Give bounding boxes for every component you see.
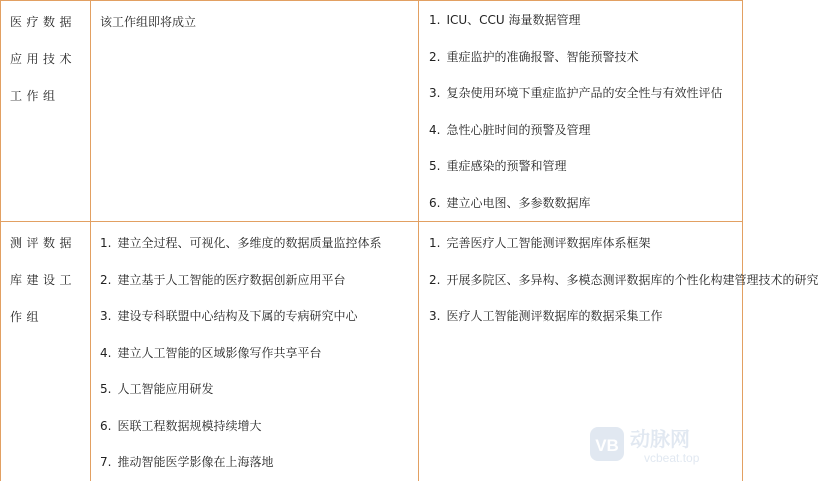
status-text: 该工作组即将成立 [100, 15, 197, 29]
watermark-brand: 动脉网 [630, 427, 690, 451]
list-item: 4. 建立人工智能的区域影像写作共享平台 [100, 345, 322, 360]
task-list [91, 222, 418, 481]
list-item: 5. 重症感染的预警和管理 [429, 159, 567, 173]
table-row [1, 1, 743, 222]
group-cell [1, 222, 91, 481]
list-item: 6. 建立心电图、多参数数据库 [429, 195, 591, 210]
list-item: 2. 重症监护的准确报警、智能预警技术 [429, 49, 639, 64]
watermark-site: vcbeat.top [644, 451, 700, 465]
group-cell [1, 1, 91, 222]
list-item: 1. ICU、CCU 海量数据管理 [429, 13, 581, 27]
task-list [419, 1, 742, 221]
list-item: 1. 完善医疗人工智能测评数据库体系框架 [429, 236, 651, 250]
list-item: 3. 建设专科联盟中心结构及下属的专病研究中心 [100, 309, 358, 323]
group-name: 医疗数据应用技术工作组 [10, 15, 77, 103]
list-item: 2. 建立基于人工智能的医疗数据创新应用平台 [100, 272, 346, 287]
list-item: 6. 医联工程数据规模持续增大 [100, 418, 262, 433]
task-list [419, 222, 818, 335]
watermark-logo-icon [588, 421, 738, 467]
right-cell [419, 1, 743, 222]
watermark [588, 421, 738, 467]
group-name: 测评数据库建设工作组 [10, 236, 77, 324]
list-item: 7. 推动智能医学影像在上海落地 [100, 455, 274, 469]
list-item: 2. 开展多院区、多异构、多模态测评数据库的个性化构建管理技术的研究 [429, 272, 818, 287]
list-item: 1. 建立全过程、可视化、多维度的数据质量监控体系 [100, 236, 382, 250]
list-item: 4. 急性心脏时间的预警及管理 [429, 122, 591, 137]
middle-cell [91, 222, 419, 481]
middle-cell [91, 1, 419, 222]
watermark-logo: VB [595, 436, 619, 455]
list-item: 3. 复杂使用环境下重症监护产品的安全性与有效性评估 [429, 86, 723, 100]
list-item: 3. 医疗人工智能测评数据库的数据采集工作 [429, 309, 663, 323]
list-item: 5. 人工智能应用研发 [100, 382, 214, 396]
